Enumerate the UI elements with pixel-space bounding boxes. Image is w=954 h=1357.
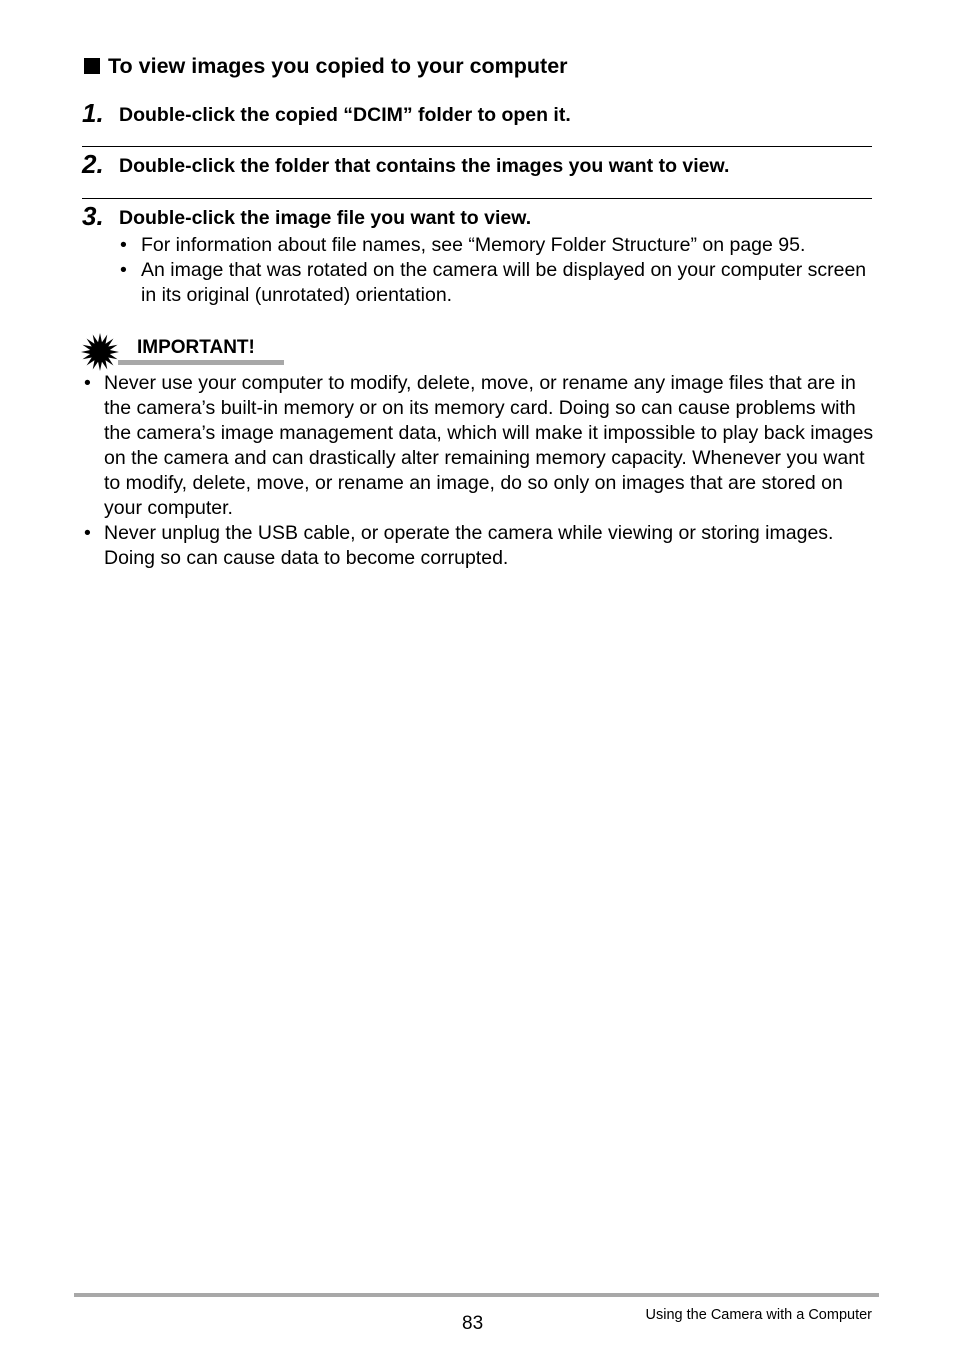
important-text: Never use your computer to modify, delete, move, or rename any image files that are in the camera’s built-in memory or on its memory card. Doing so can cause problems with the camera’s image management data, which will make it impossible to play back images on the camera and can drastically alter remaining memory capacity. Whenever you want to modify, delete, move, or rename an image, do so only on images that are stored on your computer.: [104, 372, 874, 519]
page-number: 83: [462, 1313, 484, 1334]
section-heading-text: To view images you copied to your computer: [108, 54, 568, 78]
note-text: For information about file names, see “Memory Folder Structure” on page 95.: [141, 234, 806, 256]
list-item: [120, 258, 870, 308]
list-item: [120, 233, 870, 258]
burst-icon: [80, 332, 120, 372]
important-text: Never unplug the USB cable, or operate the camera while viewing or storing images. Doing so can cause data to become corrupted.: [104, 522, 834, 569]
list-item: [84, 371, 874, 521]
bullet-icon: •: [84, 522, 91, 544]
footer-rule: [74, 1293, 879, 1297]
bullet-icon: •: [84, 372, 91, 394]
step-3-notes: [120, 233, 870, 308]
section-heading: [84, 54, 568, 79]
step-divider: [82, 146, 872, 147]
important-label: IMPORTANT!: [137, 337, 255, 358]
step-number: 1.: [82, 98, 104, 128]
black-square-icon: [84, 58, 100, 74]
step-text: Double-click the image file you want to view.: [119, 207, 532, 229]
step-divider: [82, 198, 872, 199]
important-underline: [118, 360, 284, 365]
important-list: [84, 371, 874, 571]
bullet-icon: •: [120, 234, 127, 256]
step-number: 3.: [82, 201, 104, 231]
step-text: Double-click the copied “DCIM” folder to open it.: [119, 104, 571, 126]
step-text: Double-click the folder that contains the images you want to view.: [119, 155, 730, 177]
bullet-icon: •: [120, 259, 127, 281]
list-item: [84, 521, 874, 571]
note-text: An image that was rotated on the camera will be displayed on your computer screen in its original (unrotated) orientation.: [141, 259, 867, 306]
step-number: 2.: [82, 149, 104, 179]
important-callout: [80, 332, 286, 368]
footer-caption: Using the Camera with a Computer: [645, 1307, 872, 1323]
